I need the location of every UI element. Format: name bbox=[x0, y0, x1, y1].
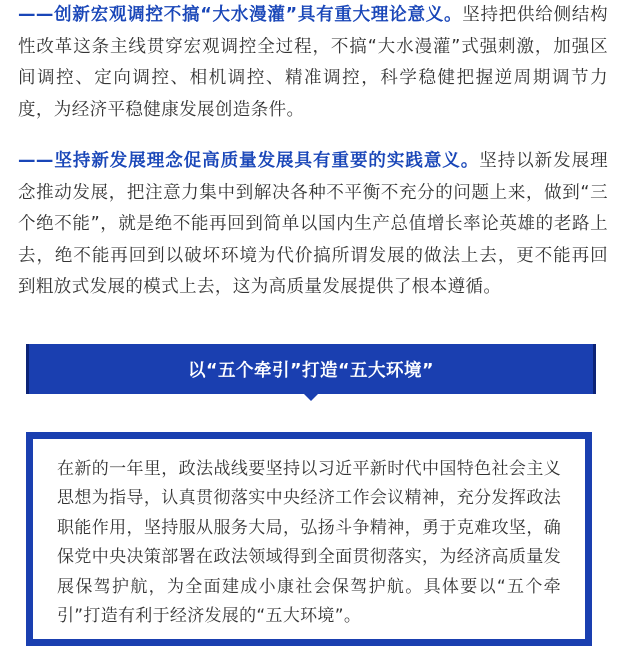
section-body-text: 在新的一年里，政法战线要坚持以习近平新时代中国特色社会主义思想为指导，认真贯彻落实中央经济工作会议精神，充分发挥政法职能作用，坚持服从服务大局，弘扬斗争精神，勇于克难攻坚，确保党中央决策部署在政法领域得到全面贯彻落实，为经济高质量发展保驾护航，为全面建成小康社会保驾护航。具体要以“五个牵引”打造有利于经济发展的“五大环境”。 bbox=[57, 459, 561, 627]
paragraph-1-body: 坚持把供给侧结构性改革这条主线贯穿宏观调控全过程，不搞“大水漫灌”式强刺激，加强区间调控、定向调控、相机调控、精准调控，科学稳健把握逆周期调节力度，为经济平稳健康发展创造条件。 bbox=[18, 5, 608, 120]
article-paragraph-1 bbox=[18, 0, 608, 126]
paragraph-2-lead: ——坚持新发展理念促高质量发展具有重要的实践意义。 bbox=[18, 151, 480, 171]
paragraph-2-body: 坚持以新发展理念推动发展，把注意力集中到解决各种不平衡不充分的问题上来，做到“三个绝不能”，就是绝不能再回到简单以国内生产总值增长率论英雄的老路上去，绝不能再回到以破坏环境为代价搞所谓发展的做法上去，更不能再回到粗放式发展的模式上去，这为高质量发展提供了根本遵循。 bbox=[18, 151, 608, 298]
article-paragraph-2 bbox=[18, 146, 608, 304]
banner-pointer-arrow bbox=[304, 394, 318, 401]
section-title: 以“五个牵引”打造“五大环境” bbox=[187, 360, 434, 381]
section-banner bbox=[26, 344, 596, 394]
section-content-box bbox=[26, 432, 592, 646]
paragraph-1-lead: ——创新宏观调控不搞“大水漫灌”具有重大理论意义。 bbox=[18, 5, 463, 25]
